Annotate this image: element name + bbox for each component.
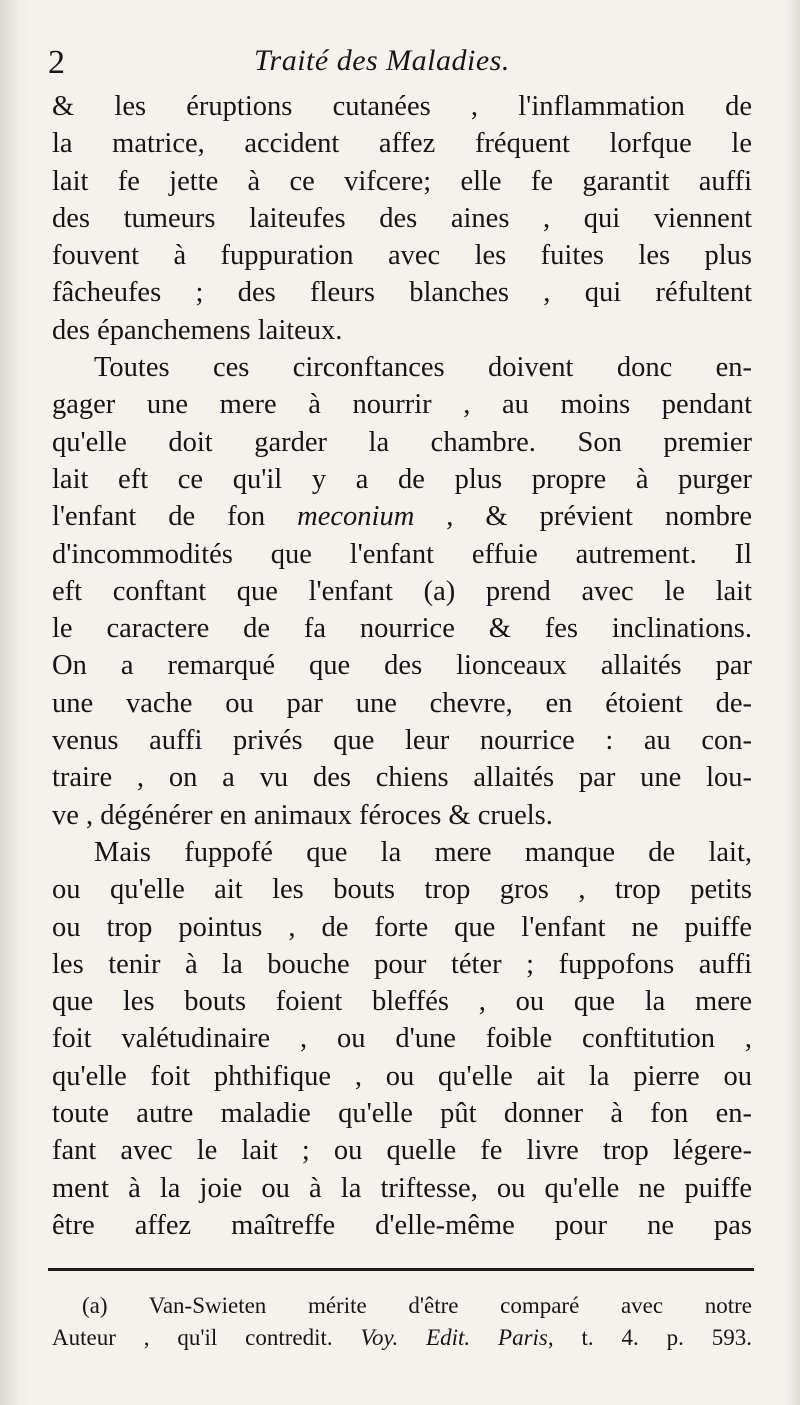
text-line: venus auffi privés que leur nourrice : au con- [52,725,752,757]
text-line: les tenir à la bouche pour téter ; fuppofons auffi [52,948,752,980]
text-line: que les bouts foient bleffés , ou que la mere [52,986,752,1018]
text-line: qu'elle doit garder la chambre. Son premier [52,426,752,458]
meconium-italic: meconium [297,501,415,533]
footnote-rule [48,1268,754,1271]
footnote-line: (a) Van-Swieten mérite d'être comparé avec notre [82,1293,752,1318]
footnote-fragment: Auteur , qu'il contredit. [52,1325,333,1350]
page-left-shadow [0,0,30,1405]
body-text [52,88,752,1244]
text-line: ou qu'elle ait les bouts trop gros , trop petits [52,874,752,906]
page-header [44,40,754,90]
page-number: 2 [48,44,65,81]
text-line: On a remarqué que des lionceaux allaités par [52,650,752,682]
text-fragment: l'enfant de fon [52,501,266,533]
text-line: la matrice, accident affez fréquent lorfque le [52,128,752,160]
text-line: Toutes ces circonftances doivent donc en- [94,352,752,384]
text-line: Mais fuppofé que la mere manque de lait, [94,836,752,868]
text-line: des tumeurs laiteufes des aines , qui viennent [52,202,752,234]
footnote-line [52,1322,752,1354]
text-line: une vache ou par une chevre, en étoient de- [52,687,752,719]
text-line: & les éruptions cutanées , l'inflammation de [52,91,752,122]
text-line: fâcheufes ; des fleurs blanches , qui réfultent [52,277,752,309]
text-line: le caractere de fa nourrice & fes inclinations. [52,613,752,645]
text-line: fouvent à fuppuration avec les fuites les plus [52,240,752,272]
text-line: traire , on a vu des chiens allaités par une lou- [52,762,752,794]
text-line-meconium [52,498,752,535]
text-line: être affez maîtreffe d'elle-même pour ne pas [52,1209,752,1241]
text-line: des épanchemens laiteux. [52,314,343,346]
text-line: lait fe jette à ce vifcere; elle fe garantit auffi [52,165,752,197]
footnote-fragment: , t. 4. p. 593. [547,1325,753,1350]
text-line: foit valétudinaire , ou d'une foible conftitution , [52,1023,752,1055]
text-line: fant avec le lait ; ou quelle fe livre trop légere- [52,1135,752,1167]
footnote-reference-italic: Voy. Edit. Paris [360,1325,548,1350]
text-line: qu'elle foit phthifique , ou qu'elle ait la pierre ou [52,1060,752,1092]
text-fragment: , & prévient nombre [446,501,753,533]
text-line: toute autre maladie qu'elle pût donner à fon en- [52,1098,752,1130]
text-line: d'incommodités que l'enfant effuie autrement. Il [52,538,752,570]
text-line: ou trop pointus , de forte que l'enfant ne puiffe [52,911,752,943]
text-line: lait eft ce qu'il y a de plus propre à purger [52,463,752,495]
running-title: Traité des Maladies. [254,44,510,77]
footnote [52,1290,752,1354]
text-line: ment à la joie ou à la triftesse, ou qu'elle ne puiffe [52,1172,752,1204]
text-line: eft conftant que l'enfant (a) prend avec le lait [52,575,752,607]
text-line: ve , dégénérer en animaux féroces & cruels. [52,799,553,831]
page-right-shadow [786,0,800,1405]
text-line: gager une mere à nourrir , au moins pendant [52,389,752,421]
